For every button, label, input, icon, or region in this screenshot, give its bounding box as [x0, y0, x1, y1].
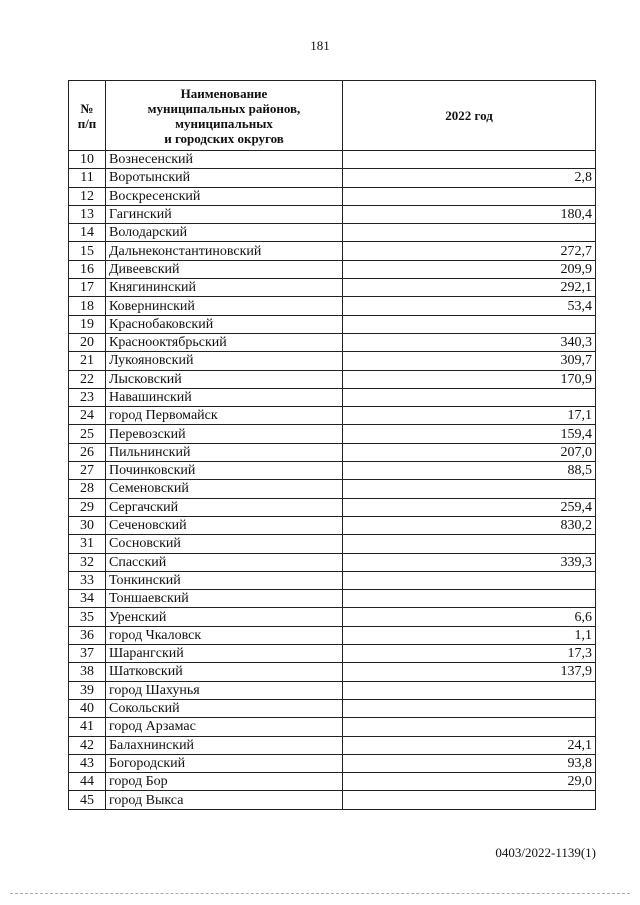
district-name-cell: Тоншаевский — [106, 590, 343, 608]
table-row — [69, 736, 596, 754]
row-number-cell: 34 — [69, 590, 106, 608]
district-name-cell: Краснооктябрьский — [106, 333, 343, 351]
value-2022-cell — [343, 480, 596, 498]
value-2022-cell: 339,3 — [343, 553, 596, 571]
table-row — [69, 315, 596, 333]
value-2022-cell: 29,0 — [343, 773, 596, 791]
table-row — [69, 352, 596, 370]
row-number-cell: 19 — [69, 315, 106, 333]
district-name-cell: Сеченовский — [106, 516, 343, 534]
bottom-divider — [10, 893, 630, 894]
district-name-cell: Краснобаковский — [106, 315, 343, 333]
row-number-cell: 28 — [69, 480, 106, 498]
value-2022-cell: 1,1 — [343, 626, 596, 644]
row-number-cell: 37 — [69, 645, 106, 663]
district-name-cell: Шарангский — [106, 645, 343, 663]
table-row — [69, 407, 596, 425]
row-number-cell: 25 — [69, 425, 106, 443]
row-number-cell: 10 — [69, 151, 106, 169]
district-name-cell: город Первомайск — [106, 407, 343, 425]
table-row — [69, 279, 596, 297]
table-row — [69, 260, 596, 278]
table-row — [69, 151, 596, 169]
row-number-cell: 42 — [69, 736, 106, 754]
table-row — [69, 773, 596, 791]
value-2022-cell: 6,6 — [343, 608, 596, 626]
value-2022-cell — [343, 315, 596, 333]
row-number-cell: 12 — [69, 187, 106, 205]
district-name-cell: Сокольский — [106, 699, 343, 717]
table-row — [69, 571, 596, 589]
table-body — [69, 151, 596, 810]
table-row — [69, 443, 596, 461]
table-row — [69, 187, 596, 205]
row-number-cell: 24 — [69, 407, 106, 425]
row-number-cell: 44 — [69, 773, 106, 791]
table-row — [69, 681, 596, 699]
row-number-cell: 17 — [69, 279, 106, 297]
value-2022-cell — [343, 151, 596, 169]
value-2022-cell — [343, 681, 596, 699]
row-number-cell: 15 — [69, 242, 106, 260]
value-2022-cell — [343, 535, 596, 553]
table-row — [69, 388, 596, 406]
district-name-cell: город Шахунья — [106, 681, 343, 699]
row-number-cell: 21 — [69, 352, 106, 370]
row-number-cell: 45 — [69, 791, 106, 809]
table-row — [69, 169, 596, 187]
value-2022-cell: 17,3 — [343, 645, 596, 663]
district-name-cell: Володарский — [106, 224, 343, 242]
district-name-cell: Перевозский — [106, 425, 343, 443]
value-2022-cell: 17,1 — [343, 407, 596, 425]
row-number-cell: 31 — [69, 535, 106, 553]
table-row — [69, 516, 596, 534]
district-name-cell: Балахнинский — [106, 736, 343, 754]
value-2022-cell — [343, 187, 596, 205]
value-2022-cell: 159,4 — [343, 425, 596, 443]
district-name-cell: Починковский — [106, 462, 343, 480]
value-2022-cell: 88,5 — [343, 462, 596, 480]
value-2022-cell: 170,9 — [343, 370, 596, 388]
value-2022-cell: 24,1 — [343, 736, 596, 754]
district-name-cell: Лысковский — [106, 370, 343, 388]
district-name-cell: Спасский — [106, 553, 343, 571]
row-number-cell: 14 — [69, 224, 106, 242]
row-number-cell: 30 — [69, 516, 106, 534]
district-name-cell: город Чкаловск — [106, 626, 343, 644]
row-number-cell: 27 — [69, 462, 106, 480]
district-name-cell: Навашинский — [106, 388, 343, 406]
table-row — [69, 205, 596, 223]
row-number-cell: 43 — [69, 754, 106, 772]
row-number-cell: 23 — [69, 388, 106, 406]
value-2022-cell: 292,1 — [343, 279, 596, 297]
header-num: № п/п — [69, 81, 106, 151]
value-2022-cell: 340,3 — [343, 333, 596, 351]
value-2022-cell: 180,4 — [343, 205, 596, 223]
table-row — [69, 791, 596, 809]
table-row — [69, 370, 596, 388]
district-name-cell: Сергачский — [106, 498, 343, 516]
table-row — [69, 224, 596, 242]
row-number-cell: 39 — [69, 681, 106, 699]
value-2022-cell — [343, 571, 596, 589]
row-number-cell: 29 — [69, 498, 106, 516]
district-name-cell: Вознесенский — [106, 151, 343, 169]
table-row — [69, 242, 596, 260]
district-name-cell: Воскресенский — [106, 187, 343, 205]
district-name-cell: Богородский — [106, 754, 343, 772]
table-row — [69, 297, 596, 315]
district-name-cell: Воротынский — [106, 169, 343, 187]
district-name-cell: Уренский — [106, 608, 343, 626]
value-2022-cell: 2,8 — [343, 169, 596, 187]
row-number-cell: 41 — [69, 718, 106, 736]
table-row — [69, 645, 596, 663]
table-row — [69, 333, 596, 351]
district-name-cell: город Выкса — [106, 791, 343, 809]
table-row — [69, 498, 596, 516]
row-number-cell: 26 — [69, 443, 106, 461]
district-name-cell: Семеновский — [106, 480, 343, 498]
table-row — [69, 553, 596, 571]
district-name-cell: Дивеевский — [106, 260, 343, 278]
row-number-cell: 16 — [69, 260, 106, 278]
value-2022-cell: 309,7 — [343, 352, 596, 370]
value-2022-cell: 93,8 — [343, 754, 596, 772]
value-2022-cell: 259,4 — [343, 498, 596, 516]
data-table — [68, 80, 596, 810]
row-number-cell: 13 — [69, 205, 106, 223]
district-name-cell: город Арзамас — [106, 718, 343, 736]
table-row — [69, 590, 596, 608]
row-number-cell: 11 — [69, 169, 106, 187]
district-name-cell: Шатковский — [106, 663, 343, 681]
row-number-cell: 40 — [69, 699, 106, 717]
row-number-cell: 35 — [69, 608, 106, 626]
row-number-cell: 22 — [69, 370, 106, 388]
row-number-cell: 32 — [69, 553, 106, 571]
row-number-cell: 18 — [69, 297, 106, 315]
header-value: 2022 год — [343, 81, 596, 151]
value-2022-cell — [343, 699, 596, 717]
header-name: Наименование муниципальных районов, муниципальных и городских округов — [106, 81, 343, 151]
district-name-cell: Лукояновский — [106, 352, 343, 370]
value-2022-cell: 137,9 — [343, 663, 596, 681]
value-2022-cell: 207,0 — [343, 443, 596, 461]
value-2022-cell — [343, 224, 596, 242]
district-name-cell: Княгининский — [106, 279, 343, 297]
table-row — [69, 718, 596, 736]
district-name-cell: город Бор — [106, 773, 343, 791]
value-2022-cell — [343, 590, 596, 608]
value-2022-cell: 830,2 — [343, 516, 596, 534]
row-number-cell: 36 — [69, 626, 106, 644]
value-2022-cell: 272,7 — [343, 242, 596, 260]
table-row — [69, 535, 596, 553]
table-row — [69, 480, 596, 498]
table-header-row — [69, 81, 596, 151]
value-2022-cell — [343, 388, 596, 406]
row-number-cell: 38 — [69, 663, 106, 681]
district-name-cell: Тонкинский — [106, 571, 343, 589]
table-row — [69, 608, 596, 626]
district-name-cell: Сосновский — [106, 535, 343, 553]
district-name-cell: Гагинский — [106, 205, 343, 223]
table-row — [69, 462, 596, 480]
document-code: 0403/2022-1139(1) — [495, 845, 596, 860]
value-2022-cell — [343, 718, 596, 736]
district-name-cell: Пильнинский — [106, 443, 343, 461]
table-row — [69, 425, 596, 443]
table-row — [69, 626, 596, 644]
district-name-cell: Ковернинский — [106, 297, 343, 315]
value-2022-cell — [343, 791, 596, 809]
table-row — [69, 663, 596, 681]
row-number-cell: 33 — [69, 571, 106, 589]
row-number-cell: 20 — [69, 333, 106, 351]
table-row — [69, 699, 596, 717]
district-name-cell: Дальнеконстантиновский — [106, 242, 343, 260]
value-2022-cell: 53,4 — [343, 297, 596, 315]
value-2022-cell: 209,9 — [343, 260, 596, 278]
table-row — [69, 754, 596, 772]
page-number: 181 — [310, 38, 330, 53]
